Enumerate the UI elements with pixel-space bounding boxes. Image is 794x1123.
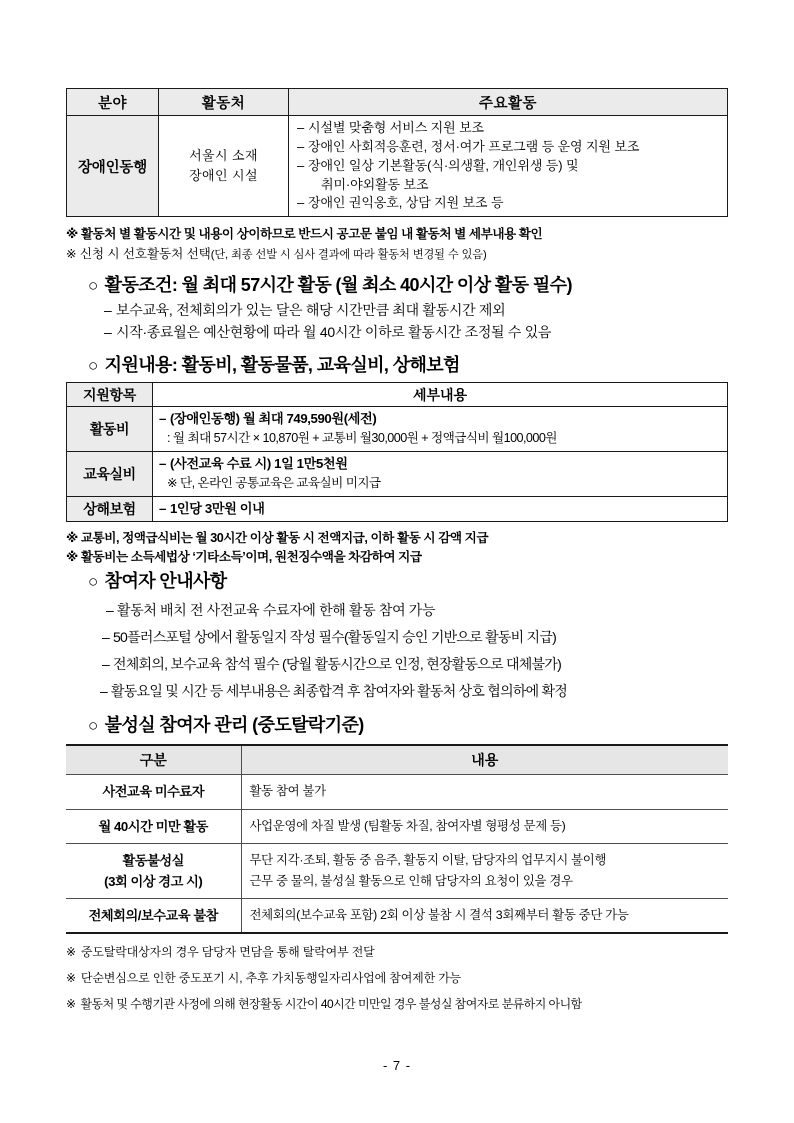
table-header-row — [67, 383, 728, 407]
cell-support-item: 상해보험 — [67, 496, 153, 522]
table-row — [66, 809, 728, 843]
col-header-place: 활동처 — [159, 89, 289, 116]
guide-item-text: 전체회의, 보수교육 참석 필수 (당월 활동시간으로 인정, 현장활동으로 대체불가) — [113, 656, 561, 673]
dash-marker: – — [159, 500, 166, 516]
division-line: 전체회의/보수교육 불참 — [88, 907, 218, 923]
guide-item — [102, 627, 728, 647]
activity-text: 장애인 일상 기본활동(식·의생활, 개인위생 등) 및 — [308, 157, 579, 173]
division-line: 사전교육 미수료자 — [102, 784, 205, 800]
activity-text: 장애인 사회적응훈련, 정서·여가 프로그램 등 운영 지원 보조 — [308, 138, 640, 154]
note-activity-hours-vary: ※ 활동처 별 활동시간 및 내용이 상이하므로 반드시 공고문 붙임 내 활동처 별 세부내용 확인 — [66, 227, 543, 242]
table-row — [67, 496, 728, 522]
col-header-field: 분야 — [67, 89, 159, 116]
col-header-activities: 주요활동 — [289, 89, 728, 116]
circle-marker-icon: ○ — [88, 276, 98, 296]
place-line-1: 서울시 소재 — [189, 147, 258, 163]
col-header-support-item: 지원항목 — [67, 383, 153, 407]
circle-marker-icon: ○ — [88, 356, 98, 376]
guide-item-text: 활동처 배치 전 사전교육 수료자에 한해 활동 참여 가능 — [117, 602, 436, 619]
cell-fault-description — [241, 809, 728, 843]
division-line: (3회 이상 경고 시) — [104, 873, 203, 889]
activity-line — [297, 157, 721, 176]
cell-support-detail — [153, 451, 728, 496]
cell-fault-division — [66, 775, 241, 809]
dash-marker: – — [104, 324, 112, 341]
description-line: 근무 중 물의, 불성실 활동으로 인해 담당자의 요청이 있을 경우 — [249, 873, 573, 888]
support-detail-main — [159, 499, 723, 519]
heading-participant-guide — [88, 567, 728, 593]
cell-fault-description — [241, 775, 728, 809]
support-detail-sub: ※ 단, 온라인 공통교육은 교육실비 미지급 — [167, 475, 381, 490]
circle-marker-icon: ○ — [88, 572, 98, 592]
table-row — [67, 451, 728, 496]
dash-marker: – — [159, 455, 166, 471]
description-line: 활동 참여 불가 — [249, 784, 326, 799]
note-income-tax: ※ 활동비는 소득세법상 ‘기타소득’이며, 원천징수액을 차감하여 지급 — [66, 550, 422, 565]
cell-fault-division — [66, 843, 241, 898]
cell-activity-place — [159, 116, 289, 217]
dash-marker: – — [102, 629, 110, 646]
activity-text: 시설별 맞춤형 서비스 지원 보조 — [308, 120, 485, 135]
cell-support-detail — [153, 496, 728, 522]
guide-item — [106, 600, 728, 620]
condition-item — [104, 300, 728, 320]
activity-line — [297, 194, 721, 213]
col-header-support-detail: 세부내용 — [153, 383, 728, 407]
activity-continuation: 취미·야외활동 보조 — [321, 176, 429, 192]
cell-support-item: 활동비 — [67, 407, 153, 452]
cell-support-item: 교육실비 — [67, 451, 153, 496]
fault-criteria-table — [66, 744, 728, 934]
cell-fault-description — [241, 898, 728, 933]
guide-item-text: 50플러스포털 상에서 활동일지 작성 필수(활동일지 승인 기반으로 활동비 지급) — [113, 629, 557, 646]
reference-mark-icon: ※ — [66, 997, 76, 1012]
note-preference-selection — [66, 243, 728, 262]
footer-note-text: 단순변심으로 인한 중도포기 시, 추후 가치동행일자리사업에 참여제한 가능 — [80, 971, 462, 986]
table-header-row — [67, 89, 728, 116]
table-row — [67, 116, 728, 217]
field-activity-table — [66, 88, 728, 217]
support-detail-main-text: 1인당 3만원 이내 — [170, 500, 265, 516]
division-line: 활동불성실 — [122, 852, 184, 868]
heading-fault-management — [88, 711, 728, 737]
activity-line — [297, 119, 721, 138]
condition-item-text: 시작·종료월은 예산현황에 따라 월 40시간 이하로 활동시간 조정될 수 있음 — [116, 324, 552, 341]
footer-note-text: 중도탈락대상자의 경우 담당자 면담을 통해 탈락여부 전달 — [80, 945, 375, 960]
support-detail-main — [159, 409, 723, 429]
division-line: 월 40시간 미만 활동 — [98, 818, 208, 834]
guide-item — [102, 654, 728, 674]
support-detail-main — [159, 454, 723, 474]
condition-item-text: 보수교육, 전체회의가 있는 달은 해당 시간만큼 최대 활동시간 제외 — [116, 302, 506, 319]
heading-text: 지원내용: 활동비, 활동물품, 교육실비, 상해보험 — [104, 355, 460, 376]
cell-fault-division — [66, 809, 241, 843]
condition-item — [104, 322, 728, 342]
guide-item-text: 활동요일 및 시간 등 세부내용은 최종합격 후 참여자와 활동처 상호 협의하에 확정 — [111, 683, 568, 700]
dash-marker: – — [297, 157, 305, 173]
support-detail-main-text: (사전교육 수료 시) 1일 1만5천원 — [170, 455, 348, 471]
cell-fault-description — [241, 843, 728, 898]
table-row — [66, 843, 728, 898]
circle-marker-icon: ○ — [88, 716, 98, 736]
table-row — [67, 407, 728, 452]
description-line: 사업운영에 차질 발생 (팀활동 차질, 참여자별 형평성 문제 등) — [249, 818, 566, 833]
heading-text: 참여자 안내사항 — [104, 571, 227, 592]
reference-mark-icon: ※ — [66, 971, 76, 986]
support-table — [66, 382, 728, 522]
note-lead: ※ 신청 시 선호활동처 선택 — [66, 247, 211, 262]
table-row — [66, 898, 728, 933]
heading-activity-condition — [88, 271, 728, 297]
dash-marker: – — [104, 302, 112, 319]
activity-line — [297, 138, 721, 157]
dash-marker: – — [102, 656, 110, 673]
dash-marker: – — [159, 411, 166, 427]
description-line: 전체회의(보수교육 포함) 2회 이상 불참 시 결석 3회째부터 활동 중단 가능 — [249, 907, 629, 922]
heading-text: 불성실 참여자 관리 (중도탈락기준) — [104, 715, 364, 736]
dash-marker: – — [100, 683, 108, 700]
cell-support-detail — [153, 407, 728, 452]
dash-marker: – — [297, 120, 305, 135]
table-header-row — [66, 745, 728, 775]
guide-item — [100, 681, 728, 701]
heading-text: 활동조건: 월 최대 57시간 활동 (월 최소 40시간 이상 활동 필수) — [104, 275, 572, 296]
note-transport-meal-allowance: ※ 교통비, 정액급식비는 월 30시간 이상 활동 시 전액지급, 이하 활동 시 감액 지급 — [66, 531, 489, 546]
support-detail-sub: : 월 최대 57시간 × 10,870원 + 교통비 월30,000원 + 정액급식비 월100,000원 — [167, 431, 557, 446]
activity-text: 장애인 권익옹호, 상담 지원 보조 등 — [308, 195, 504, 211]
footer-note — [66, 969, 728, 986]
description-line: 무단 지각·조퇴, 활동 중 음주, 활동지 이탈, 담당자의 업무지시 불이행 — [249, 852, 607, 867]
cell-fault-division — [66, 898, 241, 933]
support-detail-main-text: (장애인동행) 월 최대 749,590원(세전) — [170, 411, 377, 427]
dash-marker: – — [106, 602, 114, 619]
col-header-division: 구분 — [66, 745, 241, 775]
dash-marker: – — [297, 138, 305, 154]
dash-marker: – — [297, 195, 305, 211]
note-tail: (단, 최종 선발 시 심사 결과에 따라 활동처 변경될 수 있음) — [210, 249, 487, 262]
footer-note — [66, 995, 728, 1012]
cell-main-activities — [289, 116, 728, 217]
place-line-2: 장애인 시설 — [189, 168, 258, 184]
page-number: - 7 - — [382, 1058, 412, 1073]
footer-note-text: 활동처 및 수행기관 사정에 의해 현장활동 시간이 40시간 미만일 경우 불성실 참여자로 분류하지 아니함 — [80, 997, 582, 1012]
table-row — [66, 775, 728, 809]
col-header-content: 내용 — [241, 745, 728, 775]
heading-support-content — [88, 351, 728, 377]
reference-mark-icon: ※ — [66, 945, 76, 960]
footer-note — [66, 943, 728, 960]
cell-field-name: 장애인동행 — [67, 116, 159, 217]
